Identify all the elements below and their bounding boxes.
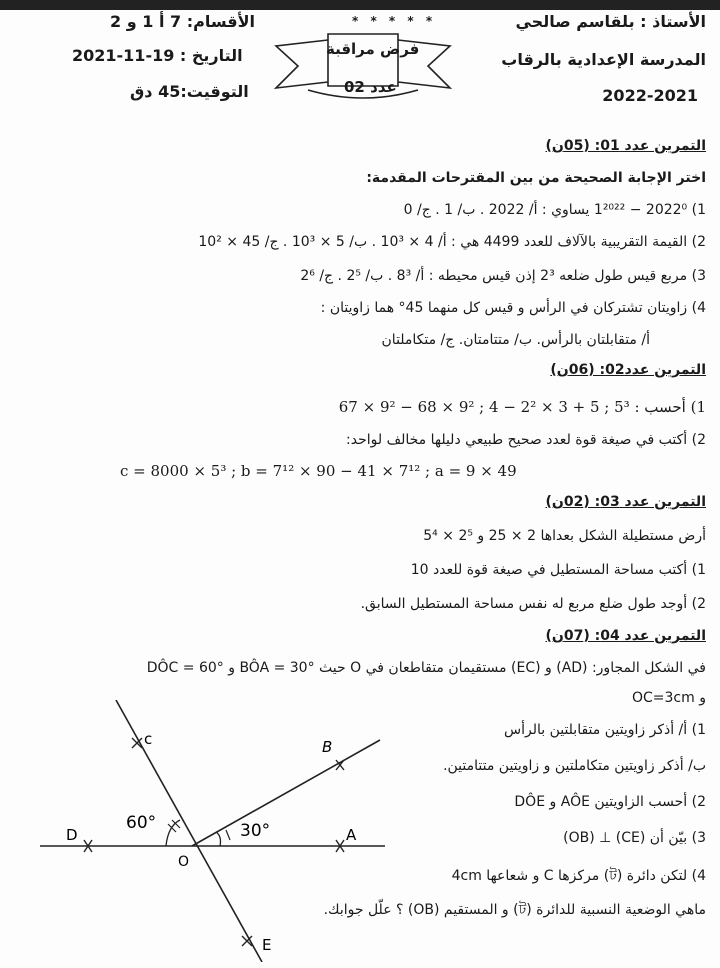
- angle-60-label: 60°: [126, 813, 157, 833]
- geometry-figure: [40, 700, 400, 962]
- label-c: c: [144, 730, 153, 748]
- exercise-4-q2: 2) أحسب الزاويتين AÔE و DÔE: [514, 794, 706, 810]
- exam-duration: التوقيت:45 دق: [130, 82, 249, 101]
- school-year: 2022-2021: [602, 86, 698, 105]
- exercise-1-q2: 2) القيمة التقريبية بالآلاف للعدد 4499 هي : أ/ 4 × 10³ . ب/ 5 × 10³ . ج/ 45 × 10²: [198, 234, 706, 250]
- label-b: B: [322, 738, 333, 756]
- exercise-2-title: التمرين عدد02: (06ن): [550, 362, 706, 378]
- exercise-2-q2: 2) أكتب في صيغة قوة لعدد صحيح طبيعي دليلها مخالف لواحد:: [346, 432, 706, 448]
- exercise-3-q2: 2) أوجد طول ضلع مربع له نفس مساحة المستطيل السابق.: [360, 596, 706, 612]
- exam-date: التاريخ : 19-11-2021: [72, 46, 243, 65]
- angle-boa-arc: [216, 832, 221, 846]
- exercise-2-q1: 1) أحسب : 5³ ; 5 + 3 × 2² − 4 ; 9² × 68 − 9² × 67: [338, 398, 706, 416]
- label-a: A: [346, 826, 357, 844]
- teacher-name: الأستاذ : بلقاسم صالحي: [515, 12, 706, 31]
- school-name: المدرسة الإعدادية بالرقاب: [501, 50, 706, 69]
- exercise-1-q4: 4) زاويتان تشتركان في الرأس و قيس كل منهما 45° هما زاويتان :: [320, 300, 706, 316]
- exercise-4-q4: 4) لتكن دائرة (ট) مركزها C و شعاعها 4cm: [451, 868, 706, 884]
- exercise-4-intro-2: و OC=3cm: [632, 690, 706, 706]
- label-d: D: [66, 826, 78, 844]
- decorative-stars: * * * * *: [352, 14, 437, 28]
- exercise-1-q3: 3) مربع قيس طول ضلعه 2³ إذن قيس محيطه : أ/ 8³ . ب/ 2⁵ . ج/ 2⁶: [300, 268, 706, 284]
- exercise-1-q1: 1) 2022⁰ − 1²⁰²² يساوي : أ/ 2022 . ب/ 1 . ج/ 0: [403, 202, 706, 218]
- angle-boa-mark: [226, 830, 230, 840]
- label-o: O: [178, 854, 190, 870]
- exercise-4-q1a: 1) أ/ أذكر زاويتين متقابلتين بالرأس: [503, 722, 706, 738]
- exercise-4-intro: في الشكل المجاور: (AD) و (EC) مستقيمان متقاطعان في O حيث BÔA = 30° و DÔC = 60°: [146, 660, 706, 676]
- exam-title: فرض مراقبة: [326, 40, 420, 58]
- exercise-4-q1b: ب/ أذكر زاويتين متكاملتين و زاويتين متتامتين.: [443, 758, 706, 774]
- angle-30-label: 30°: [240, 821, 271, 841]
- exam-number: عدد 02: [344, 78, 397, 96]
- exercise-4-q3: 3) بيّن أن (CE) ⊥ (OB): [563, 830, 706, 846]
- exercise-3-q1: 1) أكتب مساحة المستطيل في صيغة قوة للعدد 10: [410, 562, 706, 578]
- exercise-1-q4-options: أ/ متقابلتان بالرأس. ب/ متتامتان. ج/ متكاملتان: [381, 332, 650, 348]
- exercise-4-q5: ماهي الوضعية النسبية للدائرة (ট) و المستقيم (OB) ؟ علّل جوابك.: [323, 902, 706, 918]
- exercise-3-title: التمرين عدد 03: (02ن): [545, 494, 706, 510]
- scan-top-edge: [0, 0, 720, 10]
- label-e: E: [262, 936, 272, 954]
- exercise-3-intro: أرض مستطيلة الشكل بعداها 2 × 25 و 2⁵ × 5⁴: [423, 528, 706, 544]
- exercise-1-title: التمرين عدد 01: (05ن): [545, 138, 706, 154]
- classes: الأقسام: 7 أ 1 و 2: [110, 12, 255, 31]
- exercise-1-intro: اختر الإجابة الصحيحة من بين المقترحات المقدمة:: [366, 170, 706, 186]
- exercise-4-title: التمرين عدد 04: (07ن): [545, 628, 706, 644]
- exercise-2-q2-math: c = 8000 × 5³ ; b = 7¹² × 90 − 41 × 7¹² ; a = 9 × 49: [120, 462, 517, 480]
